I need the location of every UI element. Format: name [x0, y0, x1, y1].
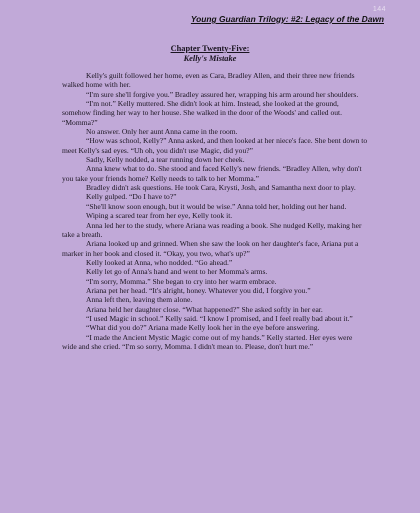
- body-text: [62, 71, 368, 351]
- paragraph: “I'm sorry, Momma.” She began to cry into her warm embrace.: [86, 276, 277, 286]
- paragraph: No answer. Only her aunt Anna came in the room.: [86, 127, 238, 137]
- paragraph: Bradley didn't ask questions. He took Cara, Krysti, Josh, and Samantha next door to play.: [86, 183, 356, 193]
- paragraph: Kelly's guilt followed her home, even as Cara, Bradley Allen, and their three new friends walked home with her.: [62, 71, 355, 90]
- paragraph: “What did you do?” Ariana made Kelly look her in the eye before answering.: [86, 323, 320, 333]
- paragraph: Sadly, Kelly nodded, a tear running down her cheek.: [86, 155, 245, 165]
- paragraph: Kelly let go of Anna's hand and went to her Momma's arms.: [86, 267, 268, 277]
- paragraph: “I'm sure she'll forgive you.” Bradley assured her, wrapping his arm around her shoulders.: [86, 89, 359, 99]
- paragraph: Ariana pet her head. “It's alright, honey. Whatever you did, I forgive you.”: [86, 285, 311, 295]
- paragraph: “How was school, Kelly?” Anna asked, and then looked at her niece's face. She bent down to meet Kelly's sad eyes. “Uh oh, you didn't use Magic, did you?”: [62, 136, 368, 155]
- chapter-subtitle: Kelly's Mistake: [183, 54, 237, 63]
- paragraph: Anna knew what to do. She stood and faced Kelly's new friends. “Bradley Allen, why don't you take your friends home? Kelly needs to talk to her Momma.”: [62, 164, 362, 183]
- paragraph: Kelly looked at Anna, who nodded. “Go ahead.”: [86, 257, 233, 267]
- paragraph: “I'm not.” Kelly muttered. She didn't look at him. Instead, she looked at the ground, somehow finding her way to her house. She walked in the door of the Woods' and called out. “Momma?”: [62, 99, 342, 127]
- paragraph: Anna led her to the study, where Ariana was reading a book. She nudged Kelly, making her take a breath.: [62, 220, 362, 239]
- running-header: Young Guardian Trilogy: #2: Legacy of the Dawn: [190, 14, 384, 24]
- chapter-title: Chapter Twenty-Five:: [170, 44, 250, 53]
- chapter-heading: [0, 44, 420, 64]
- paragraph: “I used Magic in school.” Kelly said. “I know I promised, and I feel really bad about it.”: [86, 313, 353, 323]
- paragraph: Anna left then, leaving them alone.: [86, 295, 193, 305]
- page-number: 144: [372, 6, 386, 13]
- paragraph: “I made the Ancient Mystic Magic come out of my hands.” Kelly started. Her eyes were wide and she cried. “I'm so sorry, Momma. I didn't mean to. Please, don't hurt me.”: [62, 332, 353, 351]
- paragraph: Kelly gulped. “Do I have to?”: [86, 192, 177, 202]
- paragraph: Wiping a scared tear from her eye, Kelly took it.: [86, 211, 233, 221]
- paragraph: Ariana looked up and grinned. When she saw the look on her daughter's face, Ariana put a marker in her book and closed it. “Okay, you two, what's up?”: [62, 239, 359, 258]
- paragraph: “She'll know soon enough, but it would be wise.” Anna told her, holding out her hand.: [86, 201, 347, 211]
- paragraph: Ariana held her daughter close. “What happened?” She asked softly in her ear.: [86, 304, 323, 314]
